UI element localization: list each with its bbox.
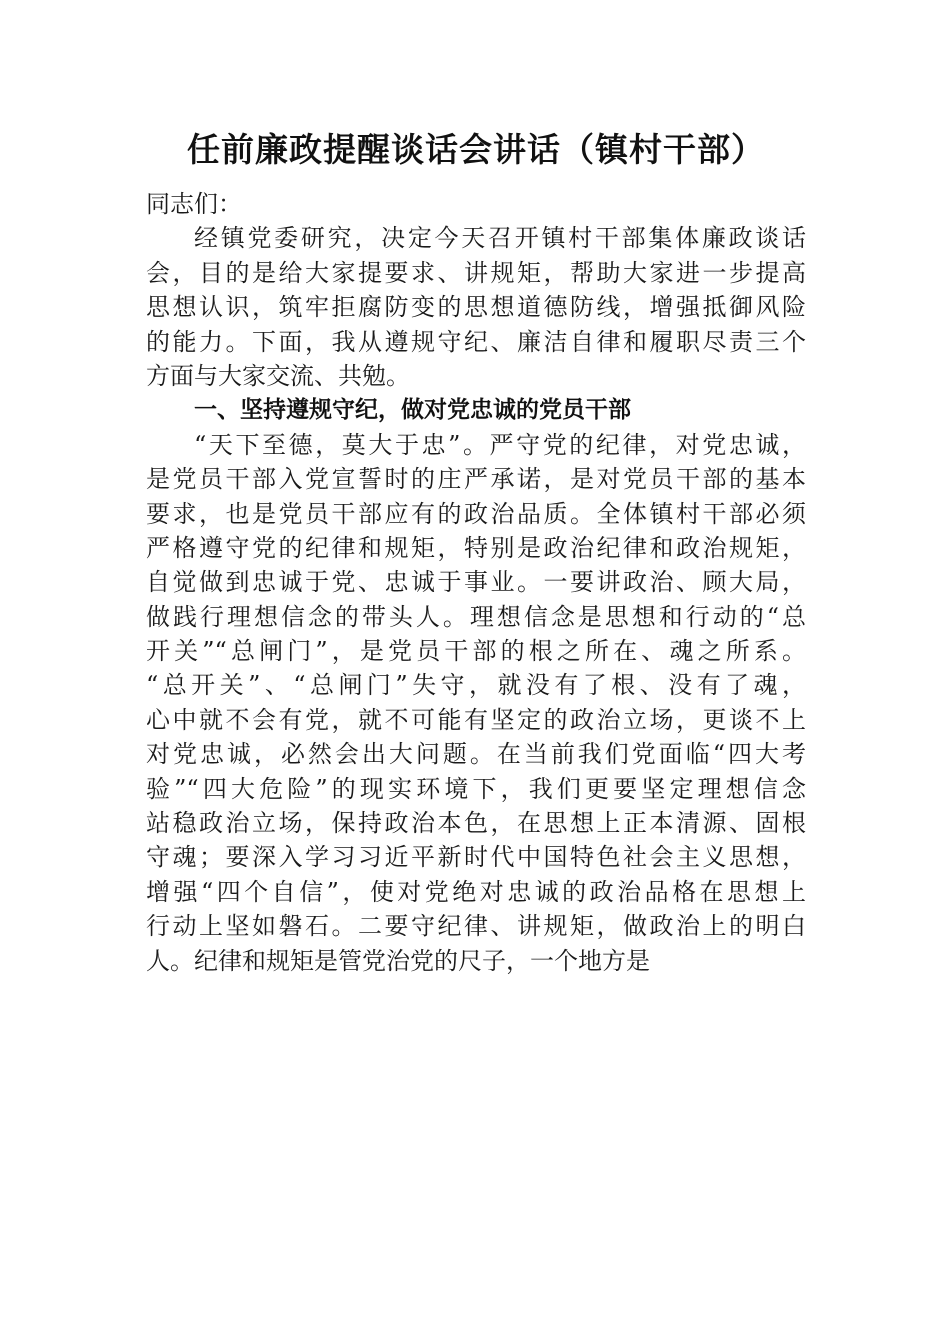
paragraph-line: 心中就不会有党，就不可能有坚定的政治立场，更谈不上 [146, 705, 806, 734]
paragraph-line: 人。纪律和规矩是管党治党的尺子，一个地方是 [146, 946, 650, 975]
paragraph-line: 要求，也是党员干部应有的政治品质。全体镇村干部必须 [146, 499, 806, 528]
paragraph-line: 行动上坚如磐石。二要守纪律、讲规矩，做政治上的明白 [146, 912, 806, 941]
paragraph-line: 做践行理想信念的带头人。理想信念是思想和行动的“总 [146, 602, 806, 631]
paragraph-line: 站稳政治立场，保持政治本色，在思想上正本清源、固根 [146, 809, 806, 838]
document-body [146, 187, 806, 978]
paragraph-line: 开关”“总闸门”，是党员干部的根之所在、魂之所系。 [146, 637, 806, 666]
paragraph-line: “天下至德，莫大于忠”。严守党的纪律，对党忠诚， [194, 430, 806, 459]
paragraph-line: “总开关”、“总闸门”失守，就没有了根、没有了魂， [146, 671, 806, 700]
paragraph-line: 的能力。下面，我从遵规守纪、廉洁自律和履职尽责三个 [146, 327, 806, 356]
paragraph-line: 自觉做到忠诚于党、忠诚于事业。一要讲政治、顾大局， [146, 568, 806, 597]
paragraph-line: 增强“四个自信”，使对党绝对忠诚的政治品格在思想上 [146, 877, 806, 906]
paragraph-line: 严格遵守党的纪律和规矩，特别是政治纪律和政治规矩， [146, 533, 806, 562]
paragraph-line: 是党员干部入党宣誓时的庄严承诺，是对党员干部的基本 [146, 465, 806, 494]
salutation: 同志们： [146, 190, 242, 218]
document-title: 任前廉政提醒谈话会讲话（镇村干部） [187, 130, 765, 169]
paragraph-line: 方面与大家交流、共勉。 [146, 361, 410, 390]
paragraph-line: 会，目的是给大家提要求、讲规矩，帮助大家进一步提高 [146, 258, 806, 287]
paragraph-line: 对党忠诚，必然会出大问题。在当前我们党面临“四大考 [146, 740, 806, 769]
section-heading: 一、坚持遵规守纪，做对党忠诚的党员干部 [194, 397, 631, 424]
paragraph-line: 经镇党委研究，决定今天召开镇村干部集体廉政谈话 [194, 224, 806, 253]
paragraph-line: 验”“四大危险”的现实环境下，我们更要坚定理想信念 [146, 774, 806, 803]
paragraph-line: 守魂；要深入学习习近平新时代中国特色社会主义思想， [146, 843, 806, 872]
paragraph-line: 思想认识，筑牢拒腐防变的思想道德防线，增强抵御风险 [146, 293, 806, 322]
